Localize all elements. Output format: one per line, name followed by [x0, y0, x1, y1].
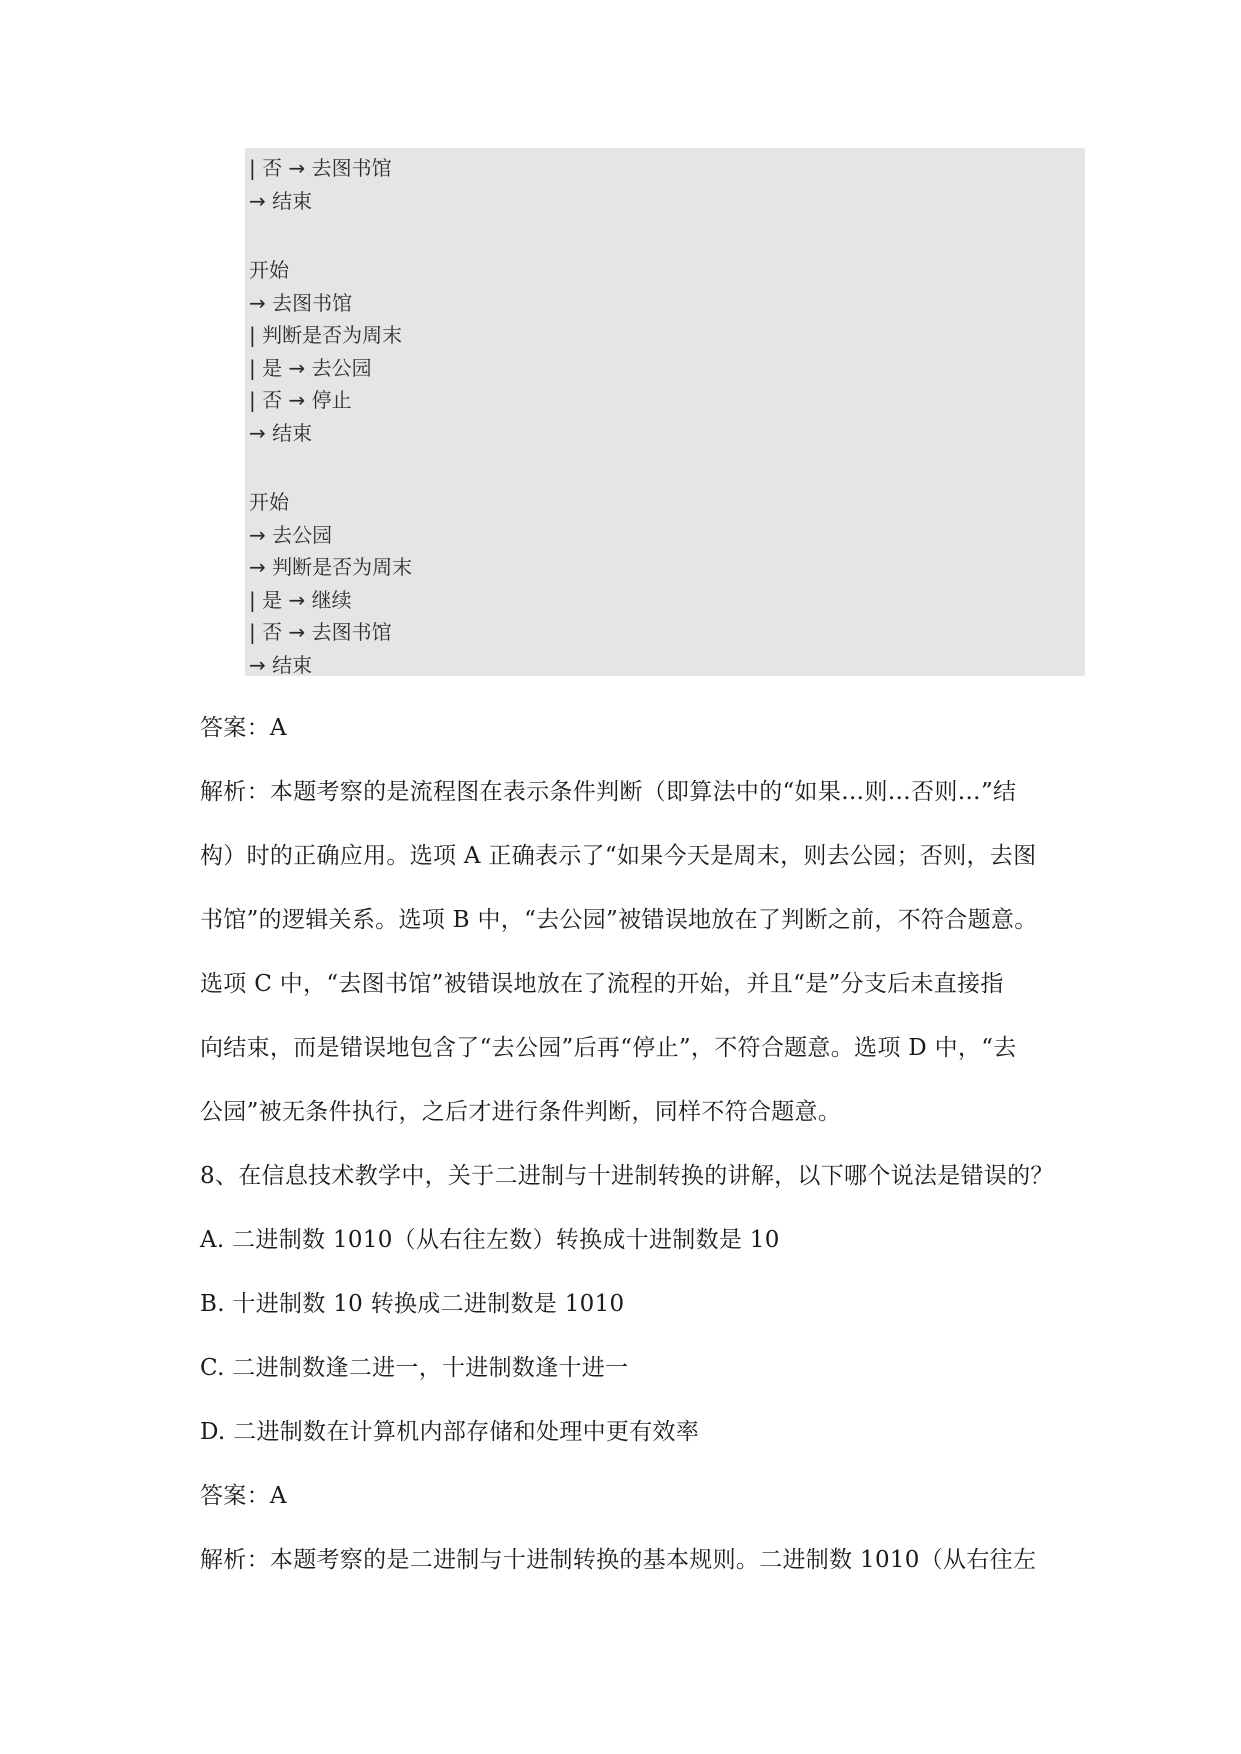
q8-analysis-line-1: 解析：本题考察的是二进制与十进制转换的基本规则。二进制数 1010（从右往左	[200, 1547, 1037, 1573]
q7-analysis-line-6: 公园”被无条件执行，之后才进行条件判断，同样不符合题意。	[200, 1099, 842, 1125]
code-line: → 结束	[249, 188, 313, 213]
q7-analysis-line-5: 向结束，而是错误地包含了“去公园”后再“停止”，不符合题意。选项 D 中，“去	[200, 1035, 1017, 1061]
code-group-3	[249, 486, 1085, 681]
code-line: | 判断是否为周末	[249, 323, 403, 347]
q8-question: 8、在信息技术教学中，关于二进制与十进制转换的讲解，以下哪个说法是错误的？	[200, 1163, 1054, 1189]
q7-analysis-line-2: 构）时的正确应用。选项 A 正确表示了“如果今天是周末，则去公园；否则，去图	[200, 843, 1037, 869]
q7-analysis-line-1: 解析：本题考察的是流程图在表示条件判断（即算法中的“如果…则…否则…”结	[200, 779, 1017, 805]
code-line: | 否 → 停止	[249, 388, 352, 412]
code-group-2	[249, 254, 1085, 449]
code-line: → 去公园	[249, 522, 333, 547]
code-group-1	[249, 152, 1085, 217]
code-line: | 是 → 去公园	[249, 355, 372, 380]
q7-analysis-line-4: 选项 C 中，“去图书馆”被错误地放在了流程的开始，并且“是”分支后未直接指	[200, 971, 1004, 997]
code-line: → 去图书馆	[249, 290, 353, 315]
code-line: 开始	[249, 258, 289, 282]
code-line: 开始	[249, 490, 289, 514]
code-line: → 结束	[249, 420, 313, 445]
q8-answer: 答案：A	[200, 1483, 287, 1509]
code-line: → 判断是否为周末	[249, 555, 413, 579]
q8-option-b: B. 十进制数 10 转换成二进制数是 1010	[200, 1291, 625, 1317]
q7-answer: 答案：A	[200, 715, 287, 741]
code-line: | 否 → 去图书馆	[249, 156, 392, 180]
q8-option-a: A. 二进制数 1010（从右往左数）转换成十进制数是 10	[200, 1227, 780, 1253]
code-line: | 否 → 去图书馆	[249, 620, 392, 644]
code-line: | 是 → 继续	[249, 587, 352, 612]
q8-option-d: D. 二进制数在计算机内部存储和处理中更有效率	[200, 1419, 700, 1445]
code-line: → 结束	[249, 652, 313, 677]
q8-option-c: C. 二进制数逢二进一，十进制数逢十进一	[200, 1355, 629, 1381]
q7-analysis-line-3: 书馆”的逻辑关系。选项 B 中，“去公园”被错误地放在了判断之前，不符合题意。	[200, 907, 1038, 933]
flowchart-code-block	[245, 148, 1085, 676]
